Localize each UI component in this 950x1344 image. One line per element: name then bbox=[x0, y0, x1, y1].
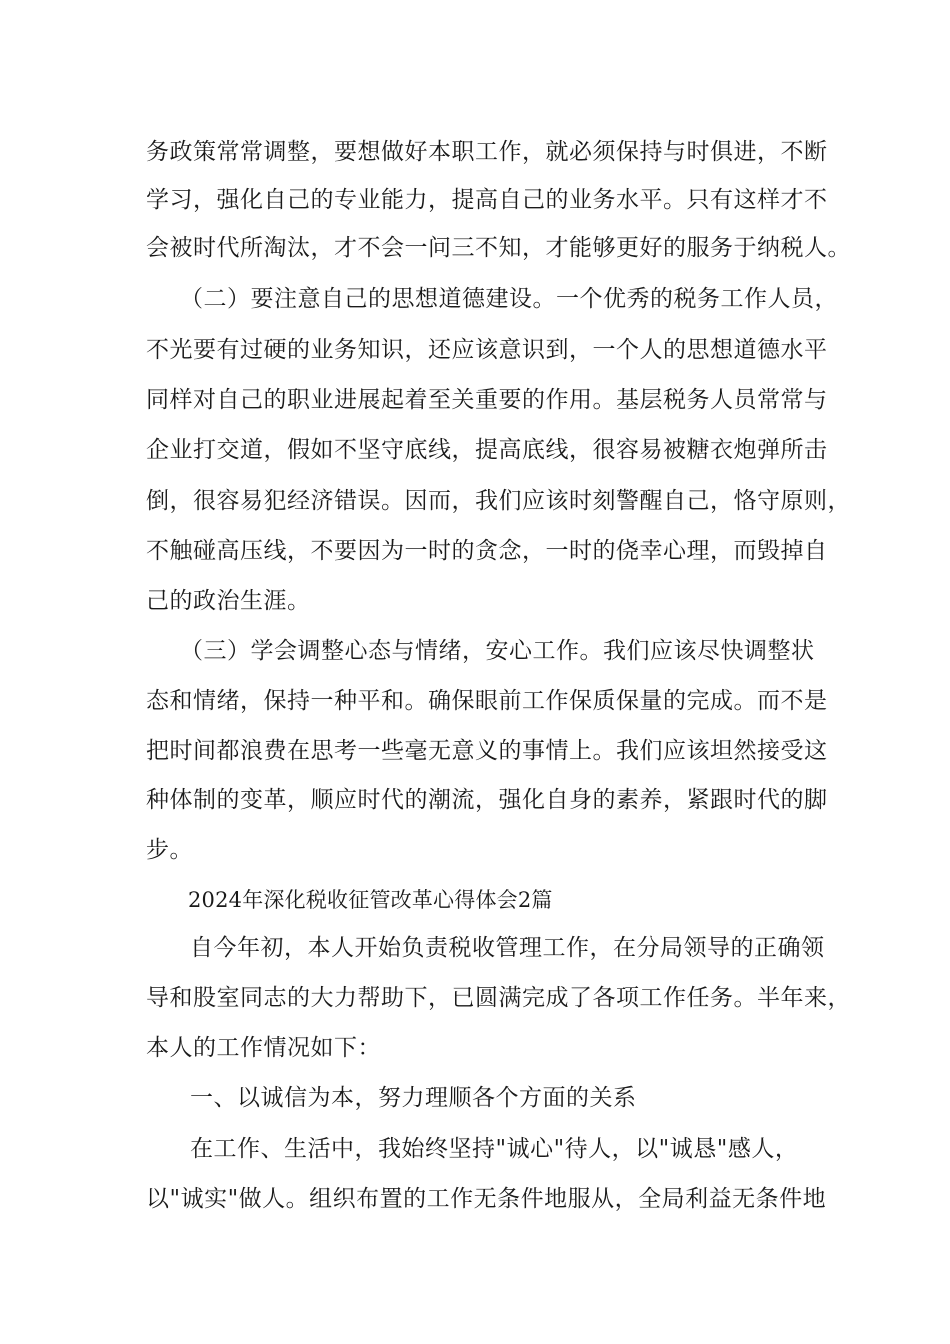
text-line: 学习，强化自己的专业能力，提高自己的业务水平。只有这样才不 bbox=[146, 187, 828, 213]
text-line: 一、以诚信为本，努力理顺各个方面的关系 bbox=[190, 1085, 637, 1111]
text-line: 步。 bbox=[146, 837, 193, 863]
text-line: 导和股室同志的大力帮助下，已圆满完成了各项工作任务。半年来， bbox=[146, 985, 851, 1011]
text-line: 务政策常常调整，要想做好本职工作，就必须保持与时俱进，不断 bbox=[146, 139, 828, 165]
text-line: 把时间都浪费在思考一些毫无意义的事情上。我们应该坦然接受这 bbox=[146, 738, 828, 764]
text-line: 本人的工作情况如下： bbox=[146, 1035, 381, 1061]
text-line: 以"诚实"做人。组织布置的工作无条件地服从，全局利益无条件地 bbox=[146, 1186, 827, 1212]
text-line: 在工作、生活中，我始终坚持"诚心"待人，以"诚恳"感人， bbox=[190, 1136, 799, 1162]
text-line: 会被时代所淘汰，才不会一问三不知，才能够更好的服务于纳税人。 bbox=[146, 235, 851, 261]
text-line: （三）学会调整心态与情绪，安心工作。我们应该尽快调整状 bbox=[180, 638, 815, 664]
text-line: （二）要注意自己的思想道德建设。一个优秀的税务工作人员， bbox=[180, 286, 838, 312]
text-line: 种体制的变革，顺应时代的潮流，强化自身的素养，紧跟时代的脚 bbox=[146, 787, 828, 813]
text-line: 自今年初，本人开始负责税收管理工作，在分局领导的正确领 bbox=[190, 935, 825, 961]
text-line: 态和情绪，保持一种平和。确保眼前工作保质保量的完成。而不是 bbox=[146, 688, 828, 714]
text-line: 倒，很容易犯经济错误。因而，我们应该时刻警醒自己，恪守原则， bbox=[146, 488, 851, 514]
section-heading: 2024年深化税收征管改革心得体会2篇 bbox=[188, 888, 553, 912]
text-line: 企业打交道，假如不坚守底线，提高底线，很容易被糖衣炮弹所击 bbox=[146, 437, 828, 463]
text-line: 己的政治生涯。 bbox=[146, 588, 311, 614]
text-line: 不光要有过硬的业务知识，还应该意识到，一个人的思想道德水平 bbox=[146, 337, 828, 363]
text-line: 不触碰高压线，不要因为一时的贪念，一时的侥幸心理，而毁掉自 bbox=[146, 538, 828, 564]
text-line: 同样对自己的职业进展起着至关重要的作用。基层税务人员常常与 bbox=[146, 387, 828, 413]
